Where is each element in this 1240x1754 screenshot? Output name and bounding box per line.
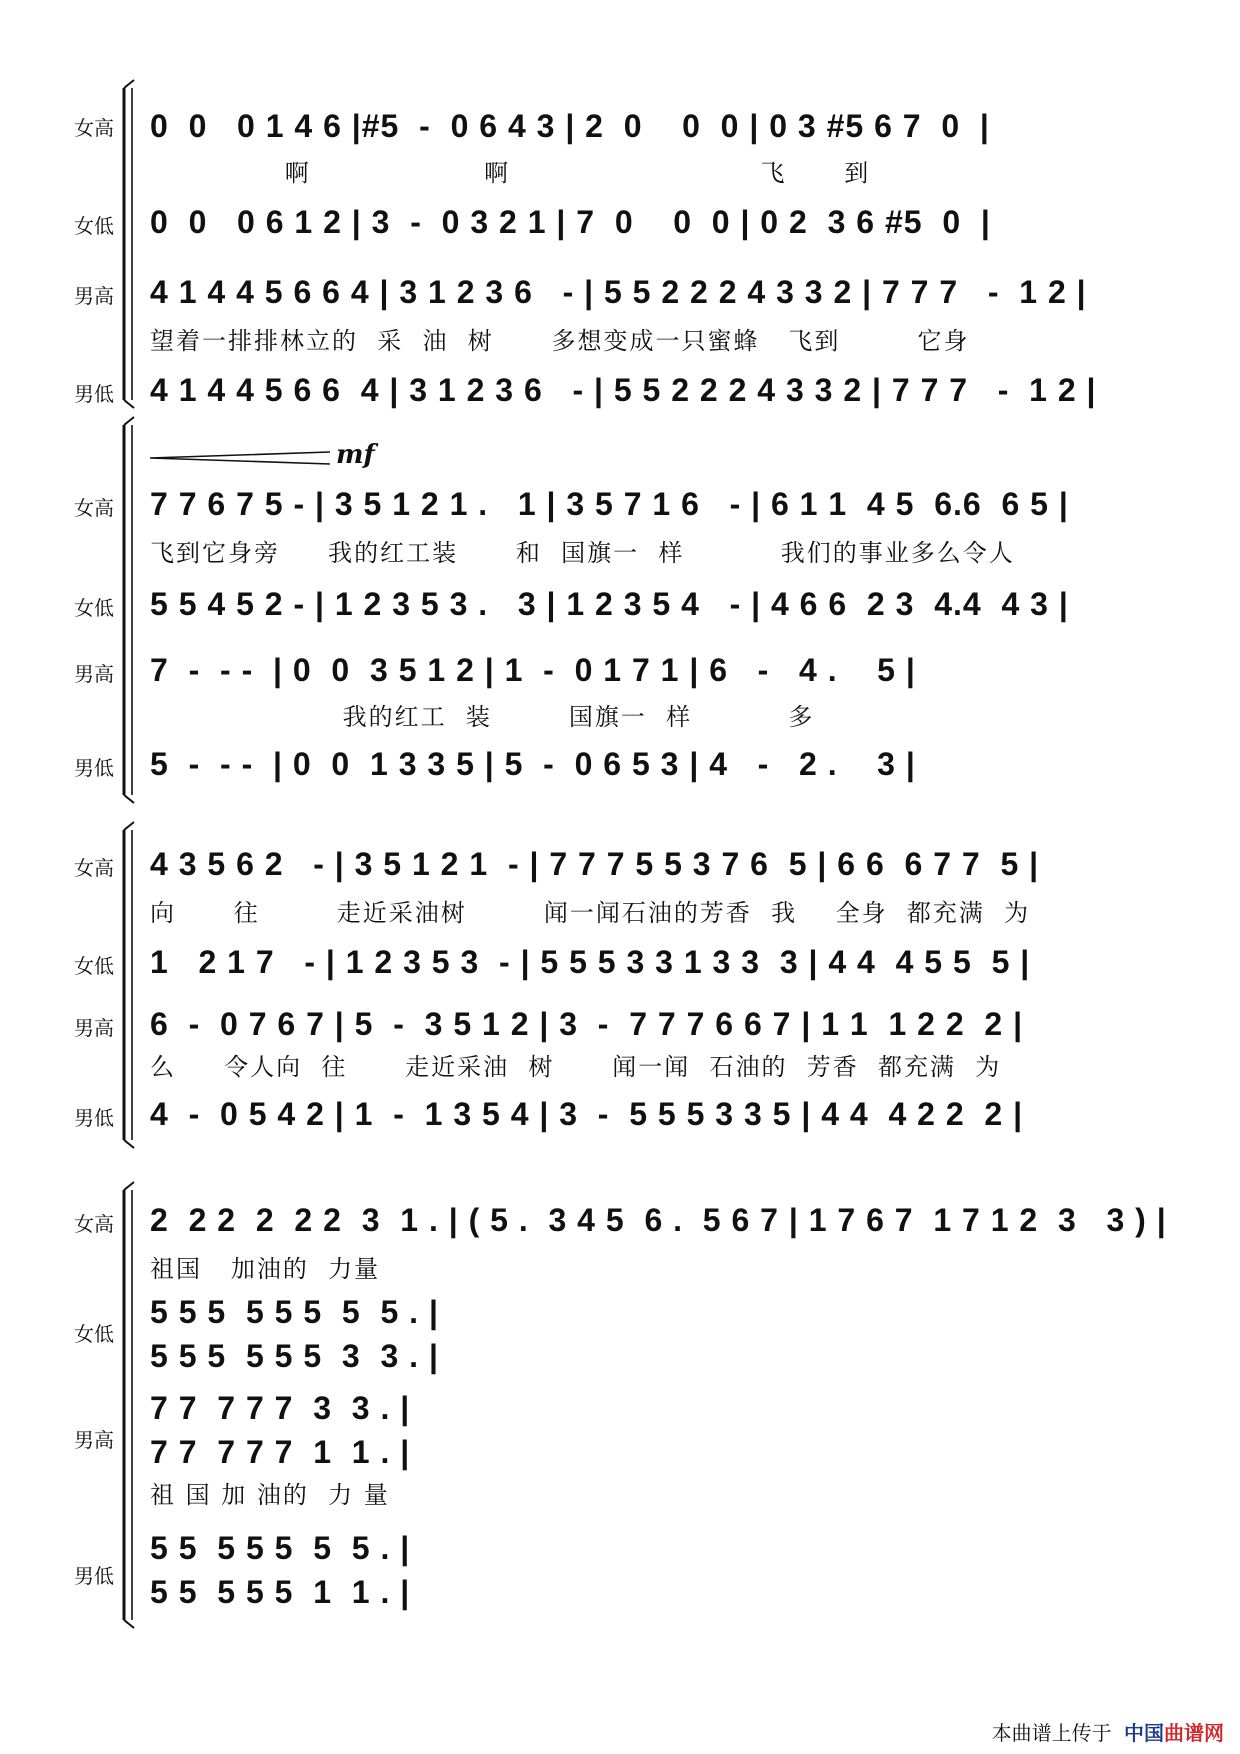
lyrics-line: 我的红工 装 国旗一 样 多 <box>150 703 815 731</box>
part-label: 男低 <box>74 382 114 406</box>
lyrics-line: 啊 啊 飞 到 <box>150 159 871 187</box>
notation-line: 4 1 4 4 5 6 6 4 | 3 1 2 3 6 - | 5 5 2 2 2 4 3 3 2 | 7 7 7 - 1 2 | <box>150 274 1087 310</box>
lyrics-line: 祖国 加油的 力量 <box>150 1255 381 1283</box>
notation-line: 7 - - - | 0 0 3 5 1 2 | 1 - 0 1 7 1 | 6 - 4 . 5 | <box>150 652 916 688</box>
notation-line: 5 - - - | 0 0 1 3 3 5 | 5 - 0 6 5 3 | 4 - 2 . 3 | <box>150 746 916 782</box>
notation-line: 4 1 4 4 5 6 6 4 | 3 1 2 3 6 - | 5 5 2 2 2 4 3 3 2 | 7 7 7 - 1 2 | <box>150 372 1097 408</box>
lyrics-line: 望着一排排林立的 采 油 树 多想变成一只蜜蜂 飞到 它身 <box>150 327 970 355</box>
footer-text: 本曲谱上传于 <box>991 1721 1112 1745</box>
part-label: 女低 <box>74 1322 114 1346</box>
notation-line: 5 5 5 5 5 5 5 5 . | 5 5 5 5 5 5 3 3 . | <box>150 1294 439 1374</box>
notation-line: 5 5 5 5 5 5 5 . | 5 5 5 5 5 1 1 . | <box>150 1530 411 1610</box>
part-label: 女低 <box>74 596 114 620</box>
site-logo[interactable] <box>1124 1721 1224 1745</box>
crescendo-hairpin <box>150 452 330 464</box>
part-label: 男高 <box>74 1016 114 1040</box>
part-label: 女高 <box>74 1212 114 1236</box>
notation-line: 5 5 4 5 2 - | 1 2 3 5 3 . 3 | 1 2 3 5 4 - | 4 6 6 2 3 4.4 4 3 | <box>150 586 1069 622</box>
notation-line: 7 7 6 7 5 - | 3 5 1 2 1 . 1 | 3 5 7 1 6 - | 6 1 1 4 5 6.6 6 5 | <box>150 486 1069 522</box>
part-label: 男高 <box>74 284 114 308</box>
lyrics-line: 么 令人向 往 走近采油 树 闻一闻 石油的 芳香 都充满 为 <box>150 1053 1002 1081</box>
part-label: 男高 <box>74 1428 114 1452</box>
notation-line: 6 - 0 7 6 7 | 5 - 3 5 1 2 | 3 - 7 7 7 6 6 7 | 1 1 1 2 2 2 | <box>150 1006 1024 1042</box>
lyrics-line: 飞到它身旁 我的红工装 和 国旗一 样 我们的事业多么令人 <box>150 539 1015 567</box>
part-label: 女高 <box>74 496 114 520</box>
part-label: 女高 <box>74 116 114 140</box>
notation-line: 0 0 0 6 1 2 | 3 - 0 3 2 1 | 7 0 0 0 | 0 2 3 6 #5 0 | <box>150 204 991 240</box>
part-label: 男低 <box>74 1564 114 1588</box>
lyrics-line: 祖 国 加 油的 力 量 <box>150 1481 390 1509</box>
part-label: 女高 <box>74 856 114 880</box>
part-label: 女低 <box>74 214 114 238</box>
part-label: 男低 <box>74 1106 114 1130</box>
notation-line: 4 3 5 6 2 - | 3 5 1 2 1 - | 7 7 7 5 5 3 7 6 5 | 6 6 6 7 7 5 | <box>150 846 1040 882</box>
dynamic-mark: mf <box>336 440 375 470</box>
notation-line: 7 7 7 7 7 3 3 . | 7 7 7 7 7 1 1 . | <box>150 1390 411 1470</box>
logo-part-a: 中国 <box>1124 1721 1164 1745</box>
footer <box>992 1717 1224 1746</box>
notation-line: 2 2 2 2 2 2 3 1 . | ( 5 . 3 4 5 6 . 5 6 7 | 1 7 6 7 1 7 1 2 3 3 ) | <box>150 1202 1167 1238</box>
logo-part-b: 曲谱网 <box>1164 1721 1224 1745</box>
notation-line: 4 - 0 5 4 2 | 1 - 1 3 5 4 | 3 - 5 5 5 3 3 5 | 4 4 4 2 2 2 | <box>150 1096 1024 1132</box>
lyrics-line: 向 往 走近采油树 闻一闻石油的芳香 我 全身 都充满 为 <box>150 899 1031 927</box>
notation-line: 0 0 0 1 4 6 |#5 - 0 6 4 3 | 2 0 0 0 | 0 3 #5 6 7 0 | <box>150 108 990 144</box>
part-label: 女低 <box>74 954 114 978</box>
part-label: 男高 <box>74 662 114 686</box>
part-label: 男低 <box>74 756 114 780</box>
notation-line: 1 2 1 7 - | 1 2 3 5 3 - | 5 5 5 3 3 1 3 3 3 | 4 4 4 5 5 5 | <box>150 944 1031 980</box>
